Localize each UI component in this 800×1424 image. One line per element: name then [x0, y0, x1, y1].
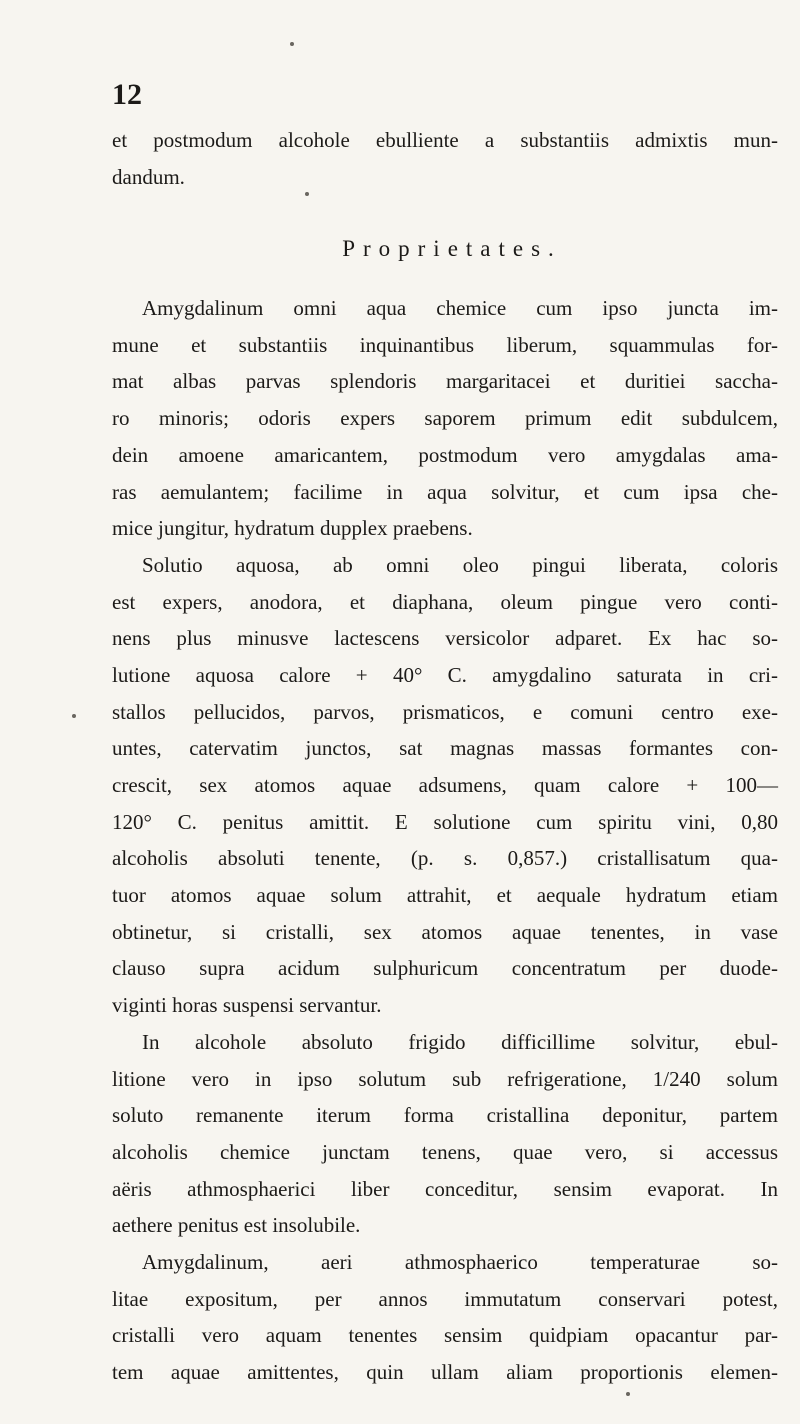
text-line: ras aemulantem; facilime in aqua solvitur, et cum ipsa che- — [112, 479, 778, 504]
text-line: dein amoene amaricantem, postmodum vero amygdalas ama- — [112, 442, 778, 467]
text-line: aethere penitus est insolubile. — [112, 1213, 361, 1238]
text-line: ro minoris; odoris expers saporem primum edit subdulcem, — [112, 406, 778, 431]
text-line: lutione aquosa calore + 40° C. amygdalino saturata in cri- — [112, 662, 778, 687]
text-line: litione vero in ipso solutum sub refrigeratione, 1/240 solum — [112, 1066, 778, 1091]
text-line: alcoholis chemice junctam tenens, quae vero, si accessus — [112, 1139, 778, 1164]
text-line: untes, catervatim junctos, sat magnas massas formantes con- — [112, 736, 778, 761]
text-line: alcoholis absoluti tenente, (p. s. 0,857.) cristallisatum qua- — [112, 846, 778, 871]
text-line: et postmodum alcohole ebulliente a substantiis admixtis mun- — [112, 128, 778, 152]
text-line: tuor atomos aquae solum attrahit, et aequale hydratum etiam — [112, 883, 778, 908]
paper-speck — [290, 42, 294, 46]
text-line: mune et substantiis inquinantibus liberum, squammulas for- — [112, 332, 778, 357]
text-line: nens plus minusve lactescens versicolor adparet. Ex hac so- — [112, 626, 778, 651]
text-line: Solutio aquosa, ab omni oleo pingui liberata, coloris — [142, 552, 778, 577]
paper-speck — [626, 1392, 630, 1396]
text-line: dandum. — [112, 164, 185, 189]
text-line: mat albas parvas splendoris margaritacei et duritiei saccha- — [112, 369, 778, 394]
text-line: tem aquae amittentes, quin ullam aliam proportionis elemen- — [112, 1360, 778, 1384]
text-line: est expers, anodora, et diaphana, oleum pingue vero conti- — [112, 589, 778, 614]
text-line: In alcohole absoluto frigido difficillime solvitur, ebul- — [142, 1029, 778, 1054]
text-line: aëris athmosphaerici liber conceditur, sensim evaporat. In — [112, 1176, 778, 1201]
text-line: Amygdalinum, aeri athmosphaerico temperaturae so- — [142, 1249, 778, 1274]
text-line: viginti horas suspensi servantur. — [112, 993, 382, 1018]
section-heading: Proprietates. — [342, 236, 562, 262]
text-line: 120° C. penitus amittit. E solutione cum spiritu vini, 0,80 — [112, 809, 778, 834]
text-line: stallos pellucidos, parvos, prismaticos, e comuni centro exe- — [112, 699, 778, 724]
paper-speck — [72, 714, 76, 718]
text-line: obtinetur, si cristalli, sex atomos aquae tenentes, in vase — [112, 919, 778, 944]
paper-speck — [305, 192, 309, 196]
text-line: clauso supra acidum sulphuricum concentratum per duode- — [112, 956, 778, 981]
text-line: Amygdalinum omni aqua chemice cum ipso juncta im- — [142, 296, 778, 321]
page-number: 12 — [112, 78, 142, 111]
text-line: mice jungitur, hydratum dupplex praebens. — [112, 516, 473, 541]
page-body — [112, 122, 778, 1391]
text-line: crescit, sex atomos aquae adsumens, quam calore + 100— — [112, 773, 778, 797]
text-line: soluto remanente iterum forma cristallina deponitur, partem — [112, 1103, 778, 1128]
text-line: litae expositum, per annos immutatum conservari potest, — [112, 1286, 778, 1311]
text-line: cristalli vero aquam tenentes sensim quidpiam opacantur par- — [112, 1323, 778, 1348]
